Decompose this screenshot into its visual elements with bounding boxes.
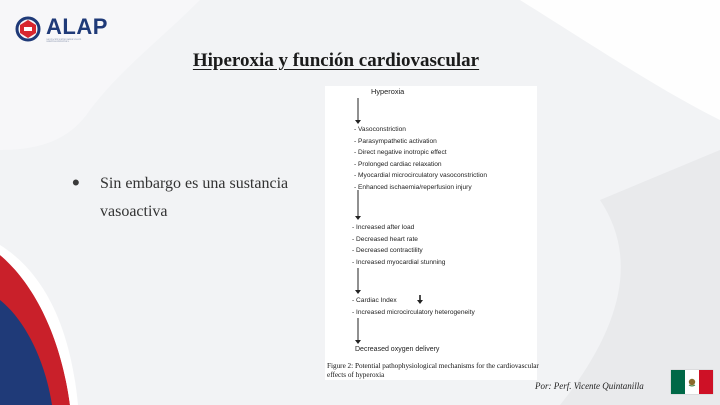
figure-effect: - Increased microcirculatory heterogeneity <box>352 308 475 316</box>
figure-effect: - Myocardial microcirculatory vasoconstriction <box>354 172 488 179</box>
figure-image <box>325 86 537 380</box>
figure-top-label: Hyperoxia <box>371 87 405 96</box>
bullet-text: Sin embargo es una sustancia vasoactiva <box>100 175 289 220</box>
figure-caption: Figure 2: Potential pathophysiological mechanisms for the cardiovascular effects of hyperoxia <box>327 362 539 379</box>
figure-effect: - Prolonged cardiac relaxation <box>354 160 442 168</box>
figure-effect: - Decreased heart rate <box>352 235 418 243</box>
slide-title: Hiperoxia y función cardiovascular <box>192 50 480 71</box>
logo-tagline: ASOCIACIÓN LATINOAMERICANA DE ANESTESIA PEDIÁTRICA <box>46 39 82 43</box>
figure-effect: - Increased myocardial stunning <box>352 258 446 266</box>
figure-effect: - Enhanced ischaemia/reperfusion injury <box>354 183 472 191</box>
bullet-icon: • <box>72 170 80 195</box>
figure-effect: - Direct negative inotropic effect <box>354 149 447 156</box>
figure-effect: - Decreased contractility <box>352 247 423 254</box>
figure-bottom-label: Decreased oxygen delivery <box>355 346 440 353</box>
figure-effect: - Parasympathetic activation <box>354 137 437 145</box>
figure-effect: - Cardiac Index <box>352 297 397 304</box>
figure-effect: - Vasoconstriction <box>354 126 406 133</box>
figure-effect: - Increased after load <box>352 224 415 231</box>
logo-text: ALAP <box>46 14 108 39</box>
mexico-flag-icon <box>671 370 713 394</box>
author-credit: Por: Perf. Vicente Quintanilla <box>535 381 644 391</box>
